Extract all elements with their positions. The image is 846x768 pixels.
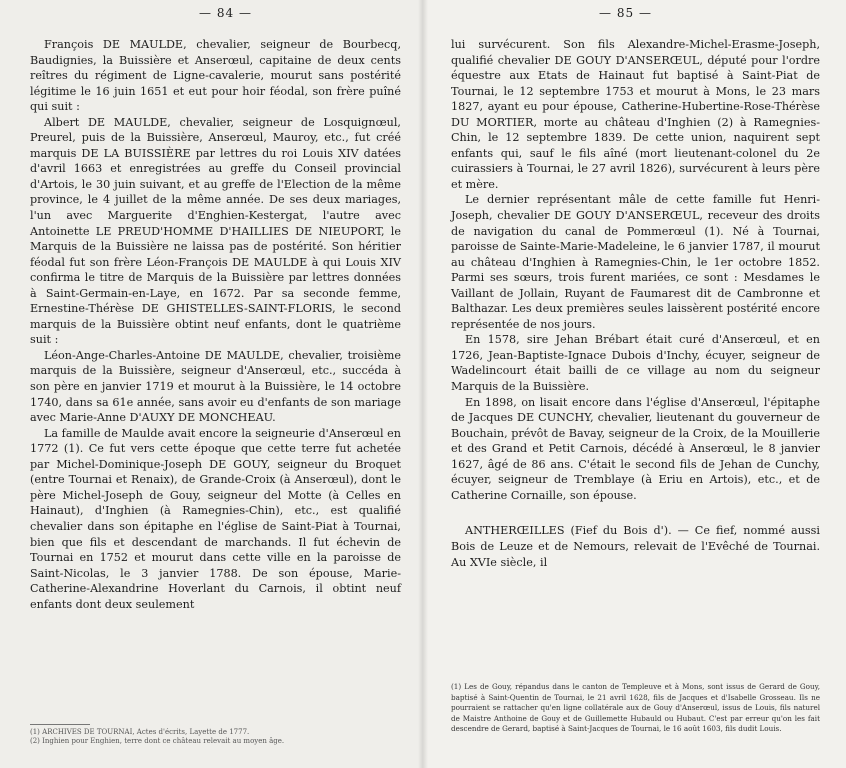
page-number-left: — 84 — (199, 6, 252, 20)
paragraph: En 1898, on lisait encore dans l'église d'Anserœul, l'épitaphe de Jacques DE CUNCHY, chevalier, lieutenant du gouverneur de Bouchain, prévôt de Bavay, seigneur de la Croix, de la Mouillerie et des Grand et Petit Carnois, décédé à Anserœul, le 8 janvier 1627, âgé de 86 ans. C'était le second fils de Jehan de Cunchy, écuyer, seigneur de Tremblaye (à Eriu en Artois), etc., et de Catherine Cornaille, son épouse. (451, 395, 820, 502)
paragraph: Albert DE MAULDE, chevalier, seigneur de Losquignœul, Preurel, puis de la Buissière, Anserœul, Mauroy, etc., fut créé marquis DE LA BUISSIÈRE par lettres du roi Louis XIV datées d'avril 1663 et enregistrées au greffe du Conseil provincial d'Artois, le 30 juin suivant, et au greffe de l'Election de la même province, le 4 juillet de la même année. De ses deux mariages, l'un avec Marguerite d'Enghien-Kestergat, l'autre avec Antoinette LE PREUD'HOMME D'HAILLIES DE NIEUPORT, le Marquis de la Buissière ne laissa pas de postérité. Son héritier féodal fut son frère Léon-François DE MAULDE à qui Louis XIV confirma le titre de Marquis de la Buissière par lettres données à Saint-Germain-en-Laye, en 1672. Par sa seconde femme, Ernestine-Thérèse DE GHISTELLES-SAINT-FLORIS, le second marquis de la Buissière obtint neuf enfants, dont le quatrième suit : (30, 115, 401, 347)
paragraph: François DE MAULDE, chevalier, seigneur de Bourbecq, Baudignies, la Buissière et Anserœul, capitaine de deux cents reîtres du régiment de Ligne-cavalerie, mourut sans postérité légitime le 16 juin 1651 et eut pour hoir féodal, son frère puîné qui suit : (30, 38, 401, 114)
paragraph: En 1578, sire Jehan Brébart était curé d'Anserœul, et en 1726, Jean-Baptiste-Ignace Dubois d'Inchy, écuyer, seigneur de Wadelincourt était bailli de ce village au nom du seigneur Marquis de la Buissière. (451, 333, 820, 394)
footnote: (1) Les de Gouy, répandus dans le canton de Templeuve et à Mons, sont issus de Gerard de Gouy, baptisé à Saint-Quentin de Tournai, le 21 avril 1628, fils de Jacques et d'Isabelle Grosseau. Ils ne pourraient se rattacher qu'en ligne collatérale aux de Gouy d'Anserœul, issus de Louis, fils naturel de Maistre Anthoine de Gouy et de Guillemette Hubauld ou Hubaut. C'est par erreur qu'on les fait descendre de Gerard, baptisé à Saint-Jacques de Tournai, le 16 août 1603, fils dudit Louis. (451, 682, 820, 734)
right-page (423, 0, 846, 768)
right-page-body (451, 37, 820, 570)
paragraph: ANTHERŒILLES (Fief du Bois d'). — Ce fief, nommé aussi Bois de Leuze et de Nemours, relevait de l'Evêché de Tournai. Au XVIe siècle, il (451, 524, 820, 569)
book-gutter (418, 0, 428, 768)
paragraph: Léon-Ange-Charles-Antoine DE MAULDE, chevalier, troisième marquis de la Buissière, seigneur d'Anserœul, etc., succéda à son père en janvier 1719 et mourut à la Buissière, le 14 octobre 1740, dans sa 61e année, sans avoir eu d'enfants de son mariage avec Marie-Anne D'AUXY DE MONCHEAU. (30, 348, 401, 425)
footnote: (1) ARCHIVES DE TOURNAI, Actes d'écrits, Layette de 1777. (30, 728, 250, 736)
paragraph: La famille de Maulde avait encore la seigneurie d'Anserœul en 1772 (1). Ce fut vers cette époque que cette terre fut achetée par Michel-Dominique-Joseph DE GOUY, seigneur du Broquet (entre Tournai et Renaix), de Grande-Croix (à Anserœul), dont le père Michel-Joseph de Gouy, seigneur del Motte (à Celles en Hainaut), d'Inghien (à Ramegnies-Chin), etc., est qualifié chevalier dans son épitaphe en l'église de Saint-Piat à Tournai, bien que fils et descendant de marchands. Il fut échevin de Tournai en 1752 et mourut dans cette ville en la paroisse de Saint-Nicolas, le 3 janvier 1788. De son épouse, Marie-Catherine-Alexandrine Hoverlant du Carnois, il obtint neuf enfants dont deux seulement (30, 426, 401, 611)
page-number-right: — 85 — (599, 6, 652, 20)
footnote-rule (30, 724, 90, 725)
left-footnotes (30, 728, 401, 746)
paragraph: lui survécurent. Son fils Alexandre-Michel-Erasme-Joseph, qualifié chevalier DE GOUY D'ANSERŒUL, député pour l'ordre équestre aux Etats de Hainaut fut baptisé à Saint-Piat de Tournai, le 12 septembre 1753 et mourut à Mons, le 23 mars 1827, ayant eu pour épouse, Catherine-Hubertine-Rose-Thérèse DU MORTIER, morte au château d'Inghien (2) à Ramegnies-Chin, le 12 septembre 1839. De cette union, naquirent sept enfants qui, sauf le fils aîné (mort lieutenant-colonel du 2e cuirassiers à Tournai, le 27 avril 1826), survécurent à leurs père et mère. (451, 38, 820, 191)
left-page-body (30, 37, 401, 612)
footnote: (2) Inghien pour Enghien, terre dont ce château relevait au moyen âge. (30, 737, 285, 745)
paragraph: Le dernier représentant mâle de cette famille fut Henri-Joseph, chevalier DE GOUY D'ANSERŒUL, receveur des droits de navigation du canal de Pommerœul (1). Né à Tournai, paroisse de Sainte-Marie-Madeleine, le 6 janvier 1787, il mourut au château d'Inghien à Ramegnies-Chin, le 1er octobre 1852. Parmi ses sœurs, trois furent mariées, ce sont : Mesdames le Vaillant de Jollain, Ruyant de Faumarest dit de Cambronne et Balthazar. Les deux premières seules laissèrent postérité encore représentée de nos jours. (451, 193, 820, 331)
right-footnotes (451, 682, 820, 735)
